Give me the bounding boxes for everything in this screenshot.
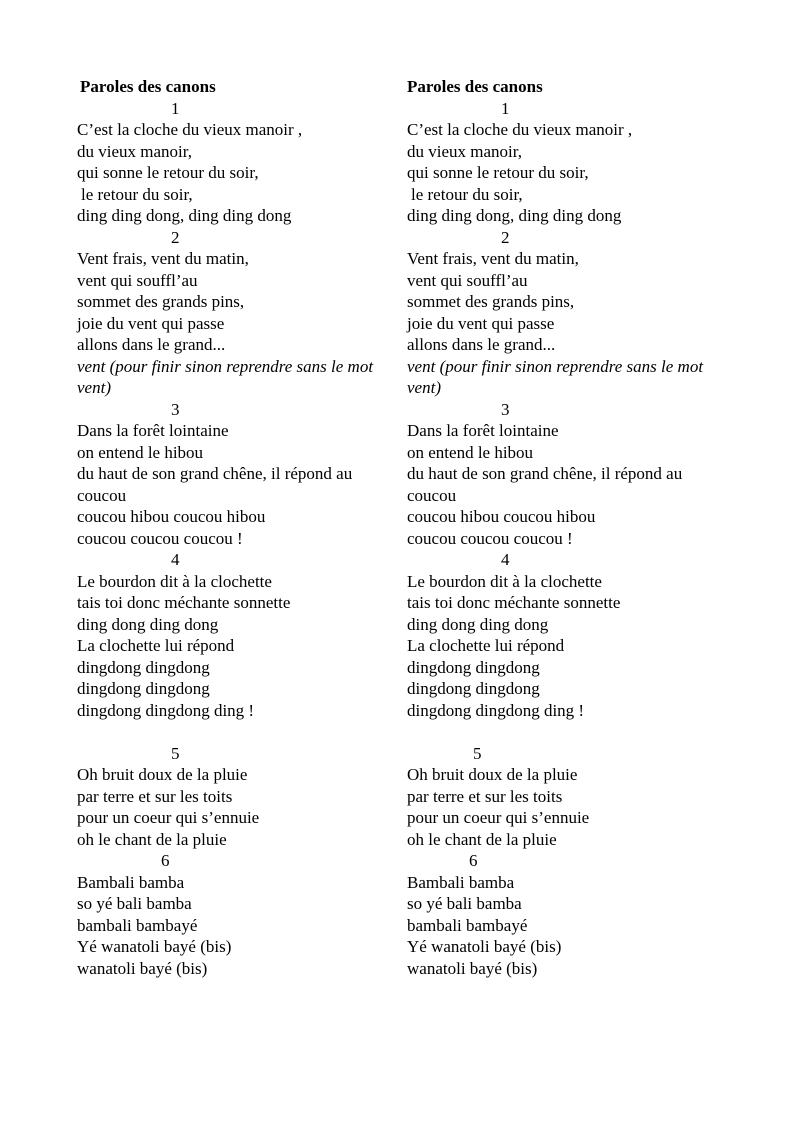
song-5: [77, 743, 397, 851]
lyric-line: Bambali bamba: [407, 872, 515, 892]
lyric-line: sommet des grands pins,: [407, 292, 575, 311]
lyric-line: Oh bruit doux de la pluie: [407, 765, 578, 784]
lyric-line: Vent frais, vent du matin,: [407, 249, 579, 268]
lyric-line: wanatoli bayé (bis): [407, 958, 538, 978]
song-number: 6: [469, 851, 478, 870]
lyric-line: le retour du soir,: [81, 184, 193, 204]
lyric-line: allons dans le grand...: [77, 335, 226, 354]
lyric-line: Dans la forêt lointaine: [407, 421, 559, 440]
lyric-line: dingdong dingdong: [77, 679, 210, 698]
song-1: [77, 98, 397, 227]
song-number: 5: [473, 743, 482, 763]
song-number: 2: [501, 227, 510, 247]
lyric-line: oh le chant de la pluie: [77, 829, 227, 849]
lyric-line: wanatoli bayé (bis): [77, 958, 208, 978]
song-number: 4: [171, 550, 180, 569]
lyric-line: joie du vent qui passe: [407, 313, 555, 333]
lyric-line: dingdong dingdong ding !: [407, 700, 585, 720]
song-1: [407, 98, 727, 227]
page-title: Paroles des canons: [80, 77, 216, 96]
lyric-line: so yé bali bamba: [407, 894, 522, 913]
song-number: 1: [171, 98, 180, 118]
lyric-line: ding ding dong, ding ding dong: [407, 206, 622, 225]
lyric-line: La clochette lui répond: [407, 636, 565, 655]
lyric-line: allons dans le grand...: [407, 335, 556, 354]
page-title: Paroles des canons: [407, 77, 543, 96]
lyric-line: du haut de son grand chêne, il répond au coucou: [77, 464, 353, 505]
song-number: 3: [501, 399, 510, 419]
lyric-line: Yé wanatoli bayé (bis): [407, 937, 562, 956]
lyrics-column-left: [77, 76, 397, 979]
lyric-line: Bambali bamba: [77, 872, 185, 892]
song-4: [77, 549, 397, 721]
lyric-line: Le bourdon dit à la clochette: [77, 571, 272, 591]
lyric-line: on entend le hibou: [77, 442, 204, 462]
lyric-line: on entend le hibou: [407, 442, 534, 462]
lyric-line: coucou hibou coucou hibou: [407, 507, 596, 526]
lyric-line: ding dong ding dong: [407, 614, 549, 634]
lyric-line: La clochette lui répond: [77, 636, 235, 655]
lyric-line: Oh bruit doux de la pluie: [77, 765, 248, 784]
lyric-line: qui sonne le retour du soir,: [77, 163, 259, 182]
lyrics-column-right: [407, 76, 727, 979]
lyric-line: sommet des grands pins,: [77, 292, 245, 311]
lyric-line: so yé bali bamba: [77, 894, 192, 913]
lyric-line: dingdong dingdong: [77, 657, 210, 677]
song-number: 1: [501, 98, 510, 118]
lyric-line: coucou hibou coucou hibou: [77, 507, 266, 526]
lyric-line: Yé wanatoli bayé (bis): [77, 937, 232, 956]
lyric-line: tais toi donc méchante sonnette: [407, 593, 621, 612]
lyric-line: bambali bambayé: [407, 915, 528, 935]
lyric-line: Vent frais, vent du matin,: [77, 249, 249, 268]
song-2: [407, 227, 727, 399]
lyric-line: pour un coeur qui s’ennuie: [77, 808, 260, 827]
lyric-line: ding dong ding dong: [77, 614, 219, 634]
lyric-line: bambali bambayé: [77, 915, 198, 935]
lyric-line: vent qui souffl’au: [407, 270, 528, 290]
song-number: 3: [171, 399, 180, 419]
lyric-line: dingdong dingdong: [407, 679, 540, 698]
lyric-line: oh le chant de la pluie: [407, 829, 557, 849]
song-2: [77, 227, 397, 399]
lyric-line: coucou coucou coucou !: [407, 528, 573, 548]
song-6: [77, 850, 397, 979]
lyric-line: vent qui souffl’au: [77, 270, 198, 290]
lyric-line: du vieux manoir,: [77, 141, 192, 161]
lyric-line: dingdong dingdong: [407, 657, 540, 677]
song-note: vent (pour finir sinon reprendre sans le mot vent): [77, 356, 374, 397]
lyric-line: tais toi donc méchante sonnette: [77, 593, 291, 612]
lyric-line: joie du vent qui passe: [77, 313, 225, 333]
song-3: [407, 399, 727, 550]
lyric-line: C’est la cloche du vieux manoir ,: [407, 120, 633, 139]
song-number: 4: [501, 550, 510, 569]
song-number: 5: [171, 743, 180, 763]
lyric-line: ding ding dong, ding ding dong: [77, 206, 292, 225]
song-6: [407, 850, 727, 979]
lyric-line: par terre et sur les toits: [77, 786, 233, 806]
song-number: 6: [161, 851, 170, 870]
song-number: 2: [171, 227, 180, 247]
song-5: [407, 743, 727, 851]
lyric-line: Le bourdon dit à la clochette: [407, 571, 602, 591]
lyric-line: pour un coeur qui s’ennuie: [407, 808, 590, 827]
lyric-line: du haut de son grand chêne, il répond au coucou: [407, 464, 683, 505]
lyric-line: coucou coucou coucou !: [77, 528, 243, 548]
lyric-line: du vieux manoir,: [407, 141, 522, 161]
lyric-line: par terre et sur les toits: [407, 786, 563, 806]
lyric-line: le retour du soir,: [411, 184, 523, 204]
blank-line: [77, 721, 397, 743]
song-3: [77, 399, 397, 550]
song-note: vent (pour finir sinon reprendre sans le mot vent): [407, 356, 704, 397]
song-4: [407, 549, 727, 721]
lyric-line: Dans la forêt lointaine: [77, 421, 229, 440]
lyric-line: dingdong dingdong ding !: [77, 700, 255, 720]
blank-line: [407, 721, 727, 743]
lyric-line: qui sonne le retour du soir,: [407, 163, 589, 182]
lyric-line: C’est la cloche du vieux manoir ,: [77, 120, 303, 139]
